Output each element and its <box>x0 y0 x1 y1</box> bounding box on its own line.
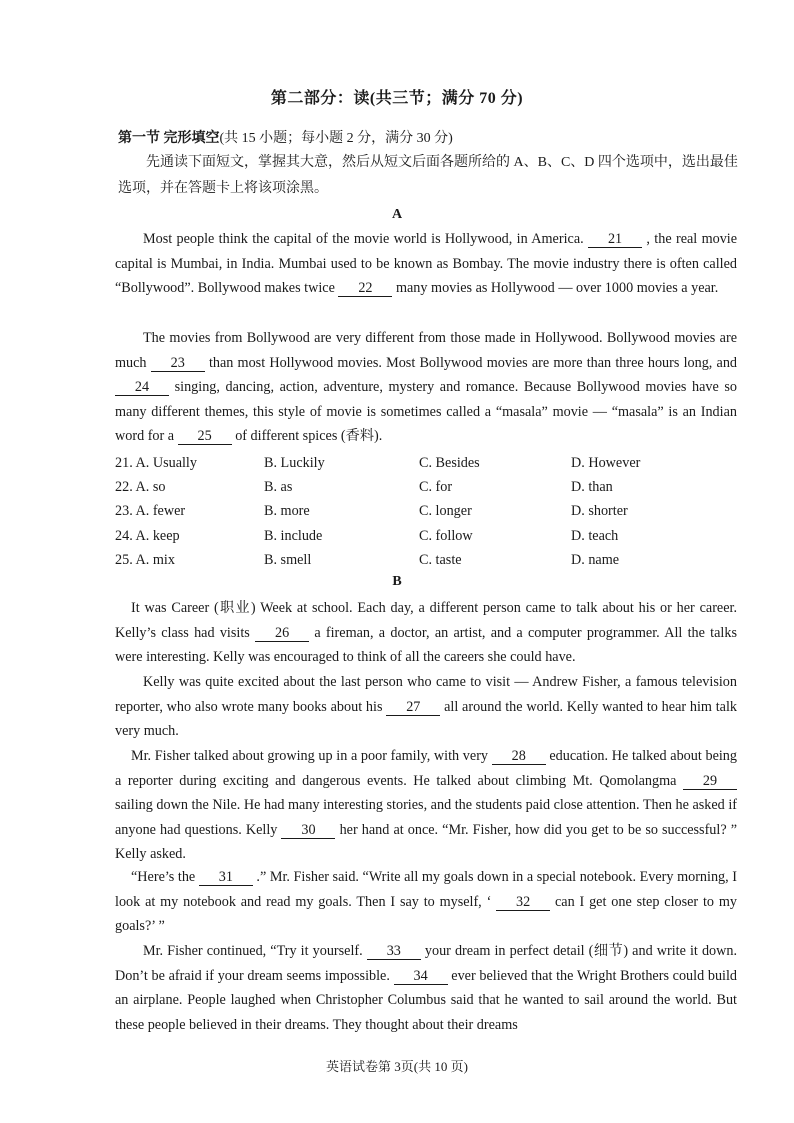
option-a: 21. A. Usually <box>115 454 197 471</box>
option-a: 24. A. keep <box>115 527 180 544</box>
passage-a-paragraph-2: The movies from Bollywood are very different from those made in Hollywood. Bollywood movies are much 23 than most Hollywood movies. Most Bollywood movies are more than three hours long, and 24 singing, dancing, action, adventure, mystery and romance. Because Bollywood movies have so many different themes, this style of movie is sometimes called a “masala” movie — “masala” is an Indian word for a 25 of different spices (香料). <box>115 330 738 444</box>
section-heading <box>118 127 453 147</box>
blank-23: 23 <box>151 355 205 372</box>
options-table <box>115 451 745 572</box>
option-row <box>115 451 745 475</box>
blank-24: 24 <box>115 379 169 396</box>
passage-b-label: B <box>392 574 402 589</box>
blank-32: 32 <box>496 894 550 911</box>
option-a: 23. A. fewer <box>115 503 186 520</box>
option-c: C. Besides <box>419 454 480 471</box>
option-c: C. follow <box>419 527 473 544</box>
option-d: D. name <box>571 551 620 568</box>
passage-b-paragraph-4: “Here’s the 31 .” Mr. Fisher said. “Write all my goals down in a special notebook. Every morning, I look at my notebook and read my goals. Then I say to myself, ‘ 32 can I get one step closer to my goals?’ ” <box>115 869 737 934</box>
option-b: B. more <box>264 503 310 520</box>
passage-b-paragraph-5: Mr. Fisher continued, “Try it yourself. 33 your dream in perfect detail (细节) and write it down. Don’t be afraid if your dream seems impossible. 34 ever believed that the Wright Brothers could build an airplane. People laughed when Christopher Columbus said that he wanted to sail around the world. But these people believed in their dreams. They thought about their dreams <box>115 943 738 1033</box>
option-d: D. However <box>571 454 641 471</box>
option-a: 22. A. so <box>115 478 166 495</box>
passage-a-paragraph-1: Most people think the capital of the movie world is Hollywood, in America. 21 , the real movie capital is Mumbai, in India. Mumbai used to be known as Bombay. The movie industry there is often called “Bollywood”. Bollywood makes twice 22 many movies as Hollywood — over 1000 movies a year. <box>115 231 738 296</box>
blank-27: 27 <box>386 699 440 716</box>
option-b: B. smell <box>264 551 312 568</box>
part-title: 第二部分：读(共三节；满分 70 分) <box>270 90 524 107</box>
blank-28: 28 <box>492 748 546 765</box>
blank-33: 33 <box>367 943 421 960</box>
blank-21: 21 <box>588 231 642 248</box>
section-detail: (共 15 小题；每小题 2 分，满分 30 分) <box>219 131 453 146</box>
option-b: B. Luckily <box>264 454 325 471</box>
page-footer: 英语试卷第 3页(共 10 页) <box>326 1059 468 1074</box>
section-title: 第一节 完形填空 <box>118 131 220 146</box>
option-row <box>115 500 745 524</box>
blank-25: 25 <box>178 428 232 445</box>
option-row <box>115 524 745 548</box>
blank-30: 30 <box>281 822 335 839</box>
option-c: C. taste <box>419 551 462 568</box>
option-d: D. than <box>571 478 613 495</box>
blank-29: 29 <box>683 773 737 790</box>
blank-34: 34 <box>394 968 448 985</box>
option-b: B. as <box>264 478 293 495</box>
option-d: D. teach <box>571 527 619 544</box>
option-row <box>115 475 745 499</box>
blank-22: 22 <box>338 280 392 297</box>
option-row <box>115 548 745 572</box>
instructions: 先通读下面短文，掌握其大意，然后从短文后面各题所给的 A、B、C、D 四个选项中，选出最佳选项，并在答题卡上将该项涂黑。 <box>118 155 738 196</box>
passage-a-label: A <box>391 207 403 222</box>
passage-b-paragraph-1: It was Career (职业) Week at school. Each day, a different person came to talk about his or her career. Kelly’s class had visits 26 a fireman, a doctor, an artist, and a computer programmer. All the talks were interesting. Kelly was encouraged to think of all the careers she could have. <box>115 600 737 665</box>
passage-b-paragraph-3: Mr. Fisher talked about growing up in a poor family, with very 28 education. He talked about being a reporter during exciting and dangerous events. He talked about climbing Mt. Qomolangma 29 sailing down the Nile. He had many interesting stories, and the students paid close attention. Then he asked if anyone had questions. Kelly 30 her hand at once. “Mr. Fisher, how did you get to be so successful? ” Kelly asked. <box>115 748 738 862</box>
option-d: D. shorter <box>571 503 628 520</box>
option-a: 25. A. mix <box>115 551 175 568</box>
option-c: C. for <box>419 478 453 495</box>
passage-b-paragraph-2: Kelly was quite excited about the last person who came to visit — Andrew Fisher, a famous television reporter, who also wrote many books about his 27 all around the world. Kelly wanted to hear him talk very much. <box>115 674 738 739</box>
blank-31: 31 <box>199 869 253 886</box>
option-c: C. longer <box>419 503 472 520</box>
blank-26: 26 <box>255 625 309 642</box>
option-b: B. include <box>264 527 323 544</box>
